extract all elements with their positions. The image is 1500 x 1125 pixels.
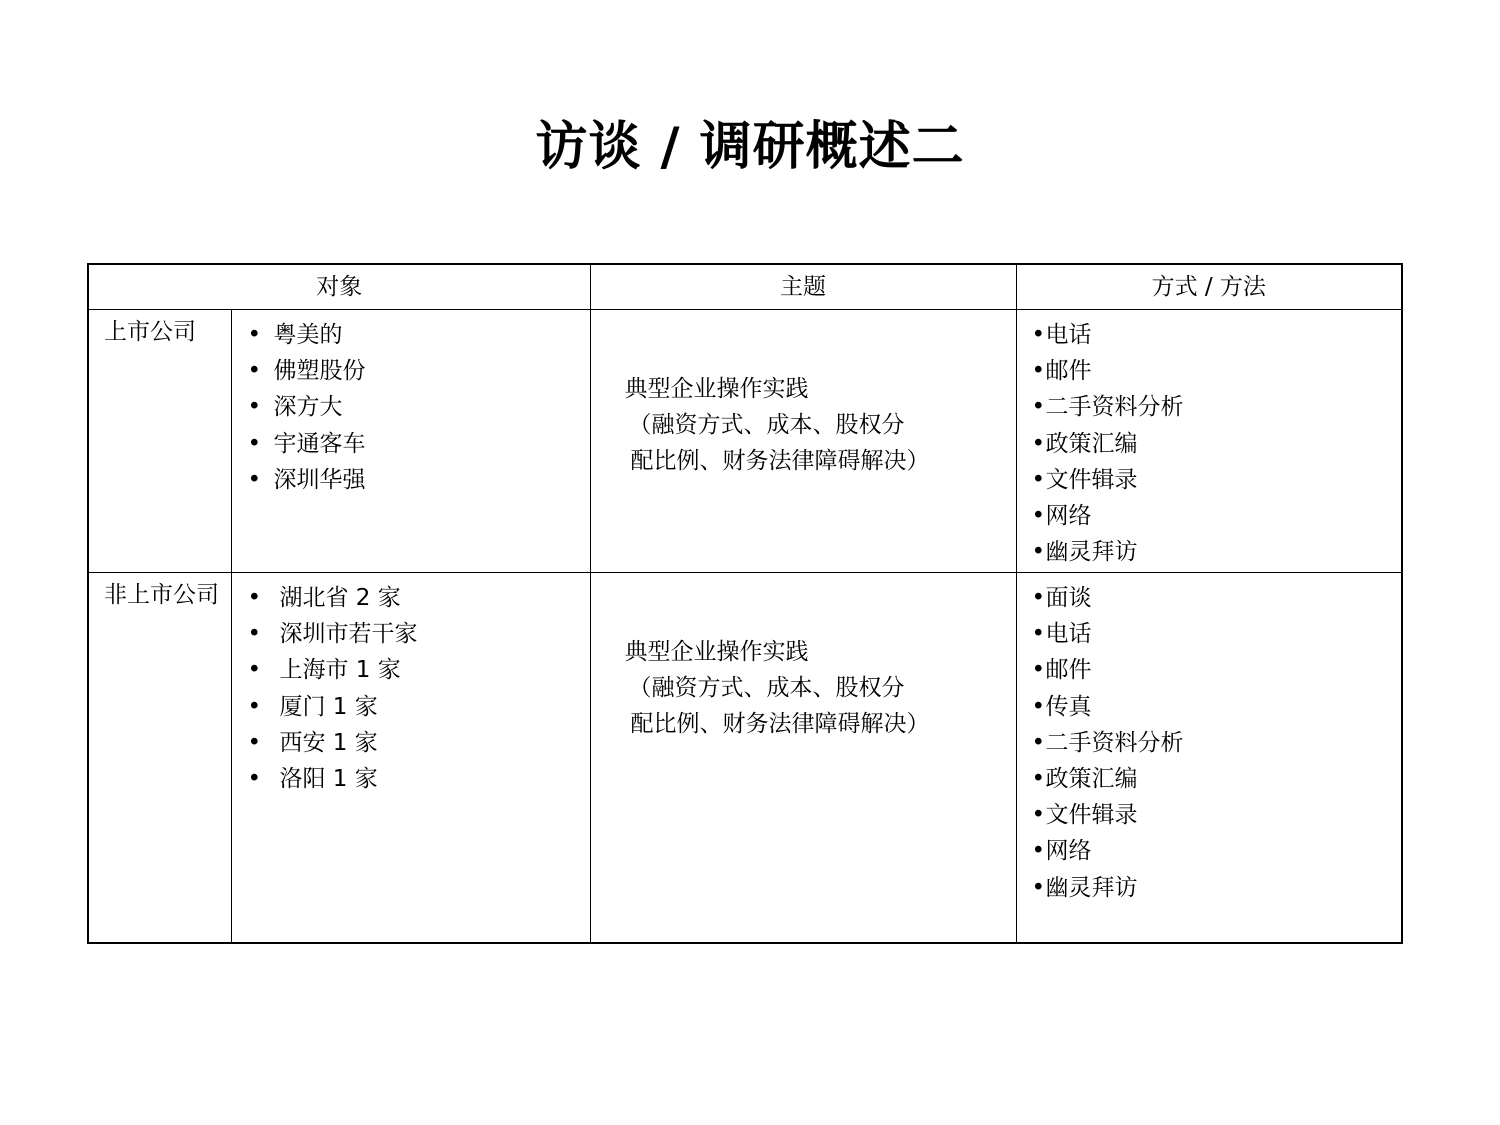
company-list bbox=[232, 310, 590, 498]
bullet-icon: • bbox=[1031, 874, 1046, 901]
list-item: • 厦门 1 家 bbox=[248, 689, 590, 725]
survey-table bbox=[87, 263, 1403, 944]
bullet-icon: • bbox=[1031, 503, 1046, 530]
bullet-icon: • bbox=[1031, 539, 1046, 566]
bullet-icon: • bbox=[247, 322, 262, 348]
list-item: •幽灵拜访 bbox=[1032, 534, 1402, 570]
topic-cell bbox=[590, 310, 1016, 573]
list-item: •政策汇编 bbox=[1032, 761, 1402, 797]
companies-cell bbox=[231, 573, 590, 944]
list-item: •电话 bbox=[1032, 616, 1402, 652]
bullet-icon: • bbox=[1031, 322, 1046, 348]
bullet-icon: • bbox=[1031, 802, 1046, 829]
bullet-icon: • bbox=[1031, 729, 1046, 756]
bullet-icon: • bbox=[1031, 621, 1046, 648]
list-item: •幽灵拜访 bbox=[1032, 870, 1402, 906]
list-item: • 上海市 1 家 bbox=[248, 652, 590, 688]
bullet-icon: • bbox=[247, 693, 262, 720]
bullet-icon: • bbox=[1031, 693, 1046, 720]
methods-cell bbox=[1016, 310, 1402, 573]
bullet-icon: • bbox=[247, 585, 262, 611]
bullet-icon: • bbox=[1031, 466, 1046, 493]
list-item: • 深方大 bbox=[248, 389, 590, 425]
list-item: •二手资料分析 bbox=[1032, 389, 1402, 425]
bullet-icon: • bbox=[247, 657, 262, 684]
company-list bbox=[232, 573, 590, 797]
topic-text: 典型企业操作实践 （融资方式、成本、股权分 配比例、财务法律障碍解决） bbox=[624, 639, 930, 738]
bullet-icon: • bbox=[1031, 657, 1046, 684]
header-target: 对象 bbox=[88, 264, 590, 310]
table-row bbox=[88, 573, 1402, 944]
bullet-icon: • bbox=[1031, 394, 1046, 421]
bullet-icon: • bbox=[1031, 838, 1046, 865]
list-item: •二手资料分析 bbox=[1032, 725, 1402, 761]
header-method: 方式 / 方法 bbox=[1016, 264, 1402, 310]
bullet-icon: • bbox=[247, 394, 262, 421]
list-item: •文件辑录 bbox=[1032, 462, 1402, 498]
list-item: •邮件 bbox=[1032, 652, 1402, 688]
list-item: •电话 bbox=[1032, 317, 1402, 353]
topic-text: 典型企业操作实践 （融资方式、成本、股权分 配比例、财务法律障碍解决） bbox=[624, 376, 930, 475]
method-list bbox=[1017, 573, 1402, 906]
companies-cell bbox=[231, 310, 590, 573]
bullet-icon: • bbox=[1031, 358, 1046, 385]
page-title: 访谈 / 调研概述二 bbox=[535, 117, 965, 177]
list-item: • 粤美的 bbox=[248, 317, 590, 353]
category-cell bbox=[88, 573, 231, 944]
list-item: •文件辑录 bbox=[1032, 797, 1402, 833]
header-topic: 主题 bbox=[590, 264, 1016, 310]
list-item: •面谈 bbox=[1032, 580, 1402, 616]
methods-cell bbox=[1016, 573, 1402, 944]
list-item: • 佛塑股份 bbox=[248, 353, 590, 389]
topic-cell bbox=[590, 573, 1016, 944]
bullet-icon: • bbox=[247, 358, 262, 385]
bullet-icon: • bbox=[247, 729, 262, 756]
list-item: • 宇通客车 bbox=[248, 426, 590, 462]
category-cell bbox=[88, 310, 231, 573]
list-item: •政策汇编 bbox=[1032, 426, 1402, 462]
list-item: • 洛阳 1 家 bbox=[248, 761, 590, 797]
bullet-icon: • bbox=[1031, 766, 1046, 793]
list-item: • 西安 1 家 bbox=[248, 725, 590, 761]
bullet-icon: • bbox=[1031, 430, 1046, 457]
list-item: •网络 bbox=[1032, 833, 1402, 869]
list-item: •传真 bbox=[1032, 689, 1402, 725]
list-item: • 湖北省 2 家 bbox=[248, 580, 590, 616]
bullet-icon: • bbox=[247, 466, 262, 493]
list-item: • 深圳华强 bbox=[248, 462, 590, 498]
list-item: •邮件 bbox=[1032, 353, 1402, 389]
category-label: 上市公司 bbox=[104, 319, 196, 345]
method-list bbox=[1017, 310, 1402, 570]
list-item: •网络 bbox=[1032, 498, 1402, 534]
category-label: 非上市公司 bbox=[104, 582, 219, 608]
bullet-icon: • bbox=[1031, 585, 1046, 611]
bullet-icon: • bbox=[247, 430, 262, 457]
bullet-icon: • bbox=[247, 766, 262, 793]
list-item: • 深圳市若干家 bbox=[248, 616, 590, 652]
bullet-icon: • bbox=[247, 621, 262, 648]
table-header-row bbox=[88, 264, 1402, 310]
table-row bbox=[88, 310, 1402, 573]
